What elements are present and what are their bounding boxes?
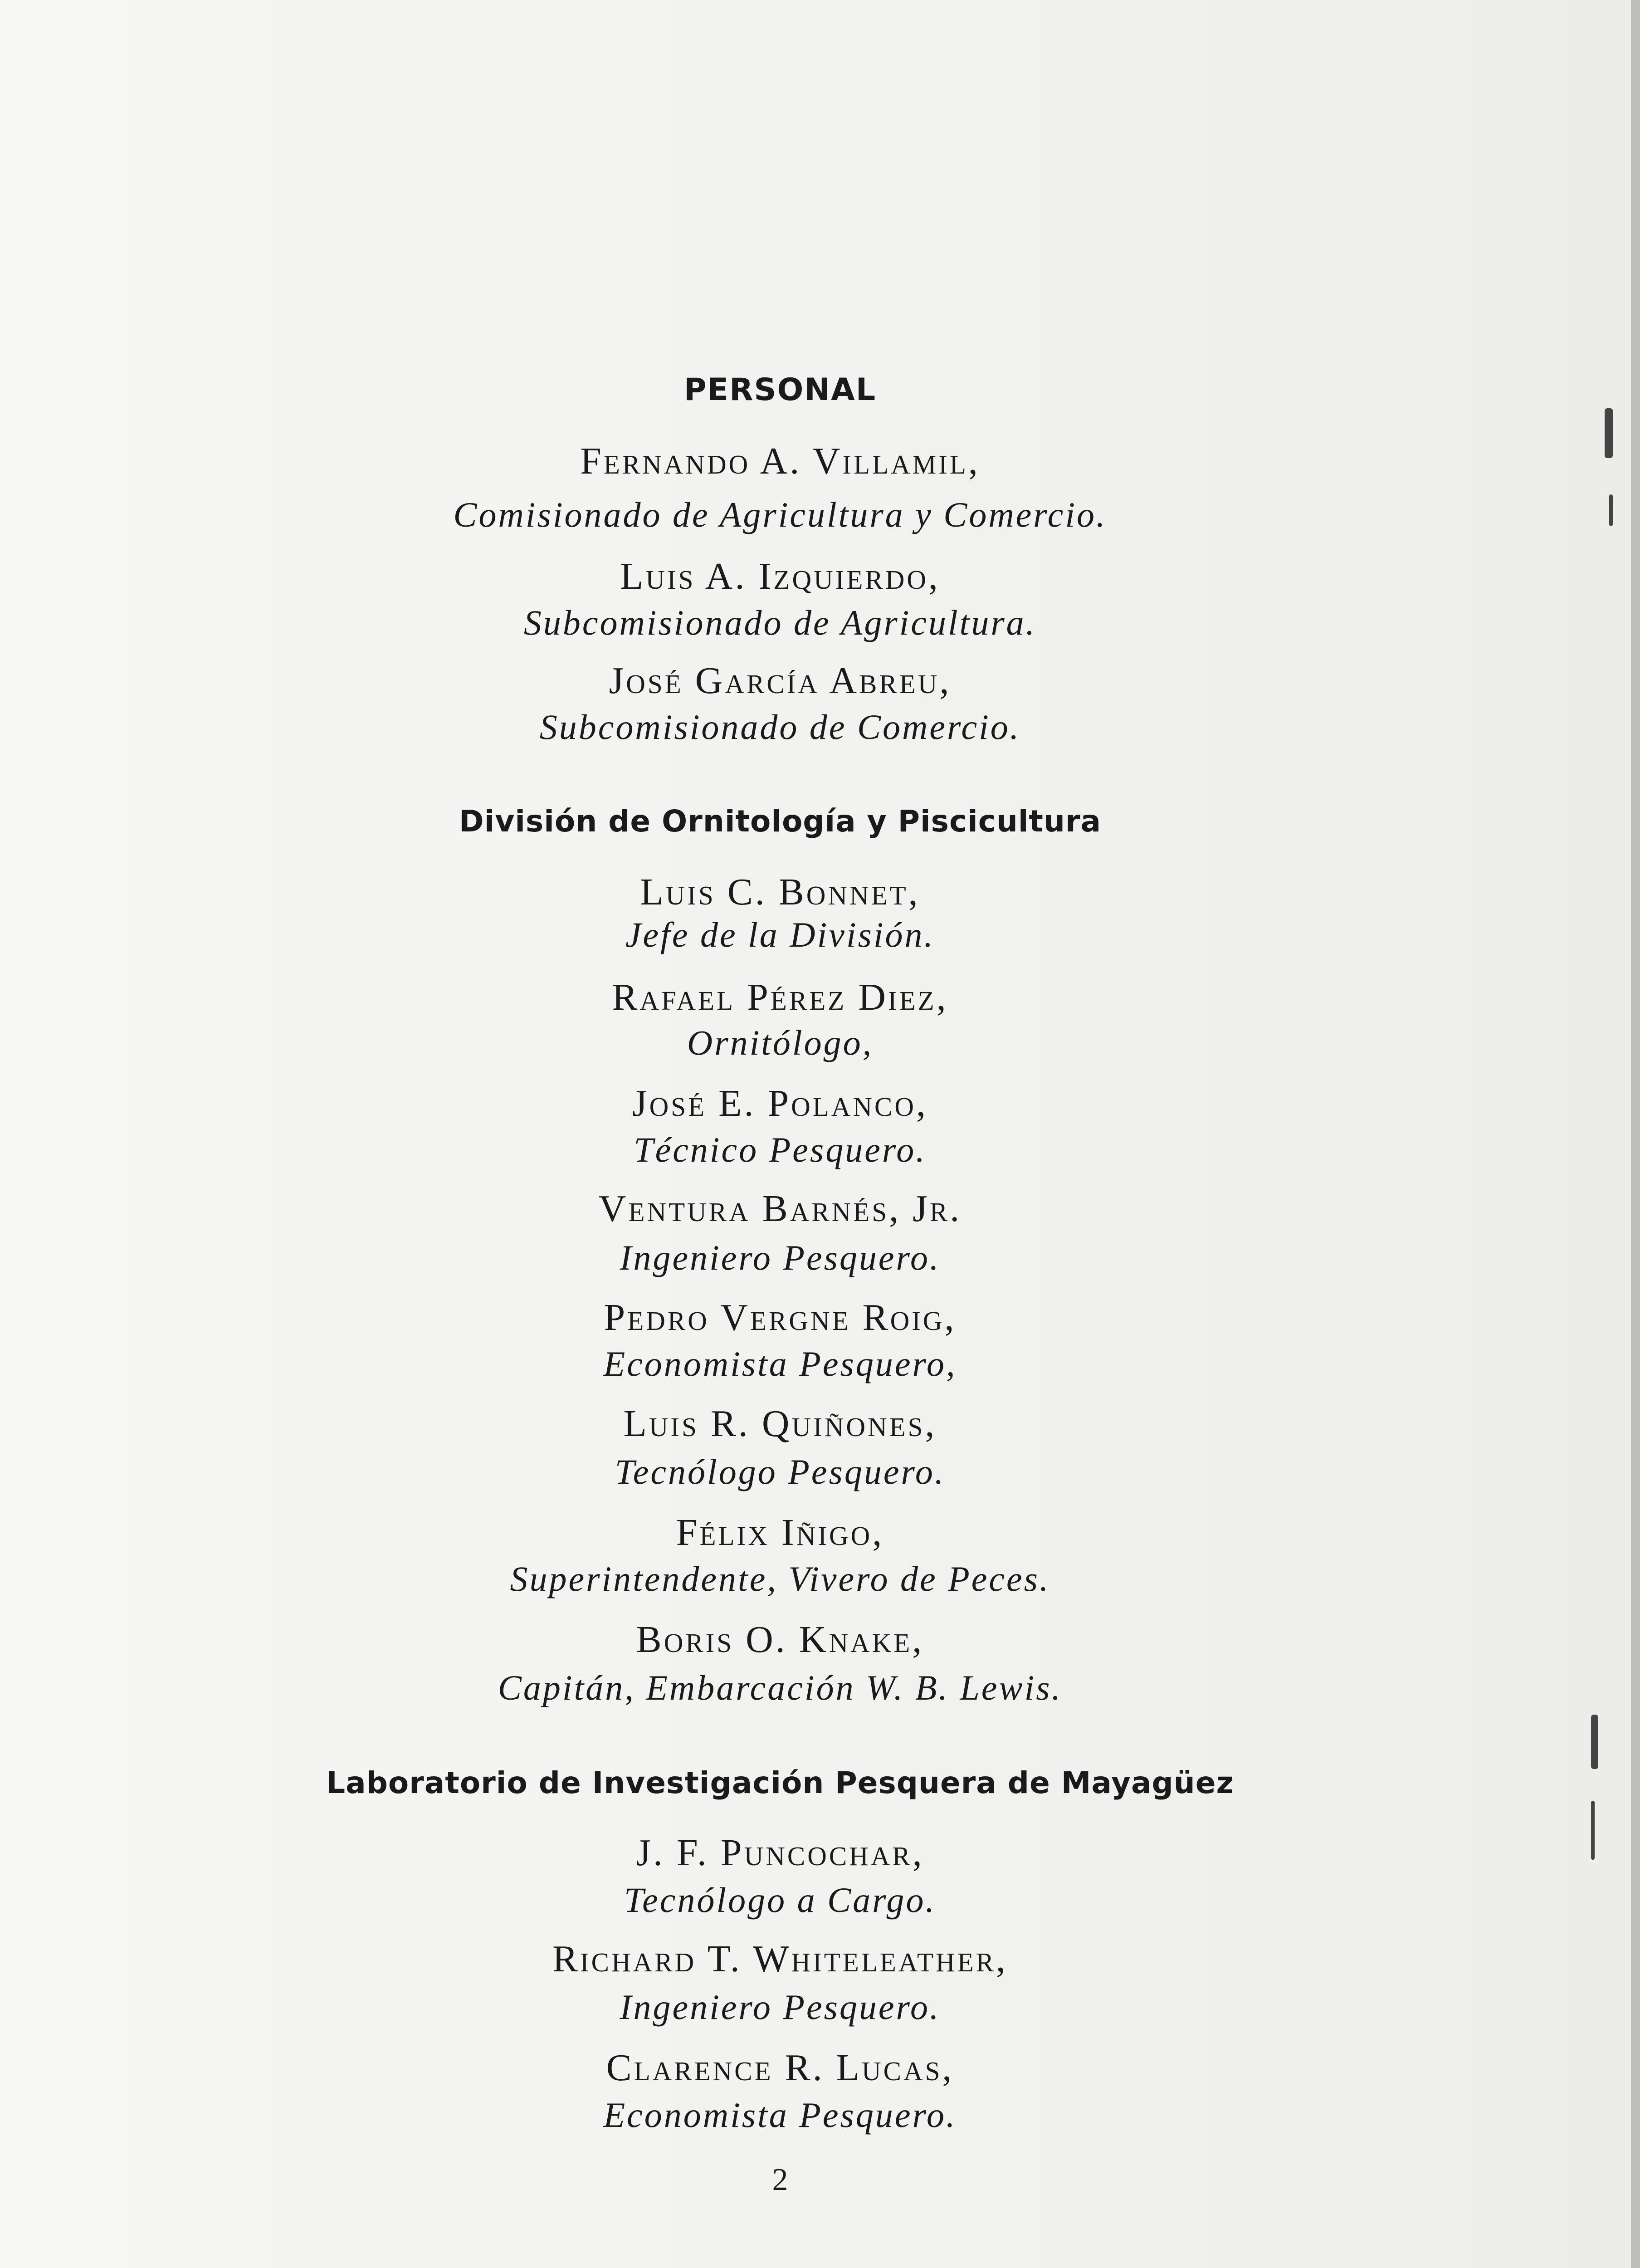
staff-role: Tecnólogo Pesquero. — [615, 1452, 946, 1491]
page-title: PERSONAL — [683, 372, 877, 408]
page-edge-shadow — [1631, 0, 1640, 2268]
staff-name: J. F. Puncochar, — [636, 1832, 924, 1874]
staff-name: Ventura Barnés, Jr. — [598, 1188, 962, 1230]
staff-role: Jefe de la División. — [625, 915, 935, 954]
staff-name: Félix Iñigo, — [676, 1511, 884, 1554]
staff-role: Subcomisionado de Comercio. — [539, 707, 1021, 747]
staff-name: Fernando A. Villamil, — [580, 440, 980, 482]
edge-ink-mark — [1591, 1801, 1595, 1860]
staff-name: Luis A. Izquierdo, — [620, 555, 940, 597]
staff-name: Clarence R. Lucas, — [606, 2047, 954, 2089]
staff-name: Luis R. Quiñones, — [623, 1403, 937, 1445]
staff-role: Subcomisionado de Agricultura. — [523, 603, 1037, 642]
staff-role: Superintendente, Vivero de Peces. — [510, 1559, 1050, 1598]
section-title: Laboratorio de Investigación Pesquera de Mayagüez — [326, 1765, 1234, 1800]
section-title: División de Ornitología y Piscicultura — [459, 804, 1102, 839]
edge-ink-mark — [1605, 408, 1613, 458]
staff-name: Boris O. Knake, — [636, 1618, 924, 1661]
staff-role: Economista Pesquero, — [603, 1344, 957, 1383]
staff-role: Ingeniero Pesquero. — [620, 1987, 941, 2027]
page-number: 2 — [772, 2162, 788, 2197]
staff-role: Ornitólogo, — [687, 1023, 874, 1062]
staff-name: Richard T. Whiteleather, — [552, 1938, 1008, 1980]
staff-role: Ingeniero Pesquero. — [620, 1238, 941, 1277]
staff-role: Comisionado de Agricultura y Comercio. — [453, 495, 1107, 534]
edge-ink-mark — [1591, 1715, 1598, 1769]
staff-name: Pedro Vergne Roig, — [604, 1296, 957, 1339]
staff-role: Capitán, Embarcación W. B. Lewis. — [498, 1668, 1063, 1707]
staff-name: Luis C. Bonnet, — [640, 871, 920, 913]
staff-role: Tecnólogo a Cargo. — [624, 1880, 937, 1920]
staff-name: José García Abreu, — [609, 660, 952, 702]
staff-role: Técnico Pesquero. — [634, 1130, 927, 1169]
staff-role: Economista Pesquero. — [603, 2095, 957, 2135]
staff-name: Rafael Pérez Diez, — [612, 976, 948, 1018]
staff-name: José E. Polanco, — [632, 1082, 928, 1124]
edge-ink-mark — [1609, 494, 1613, 526]
